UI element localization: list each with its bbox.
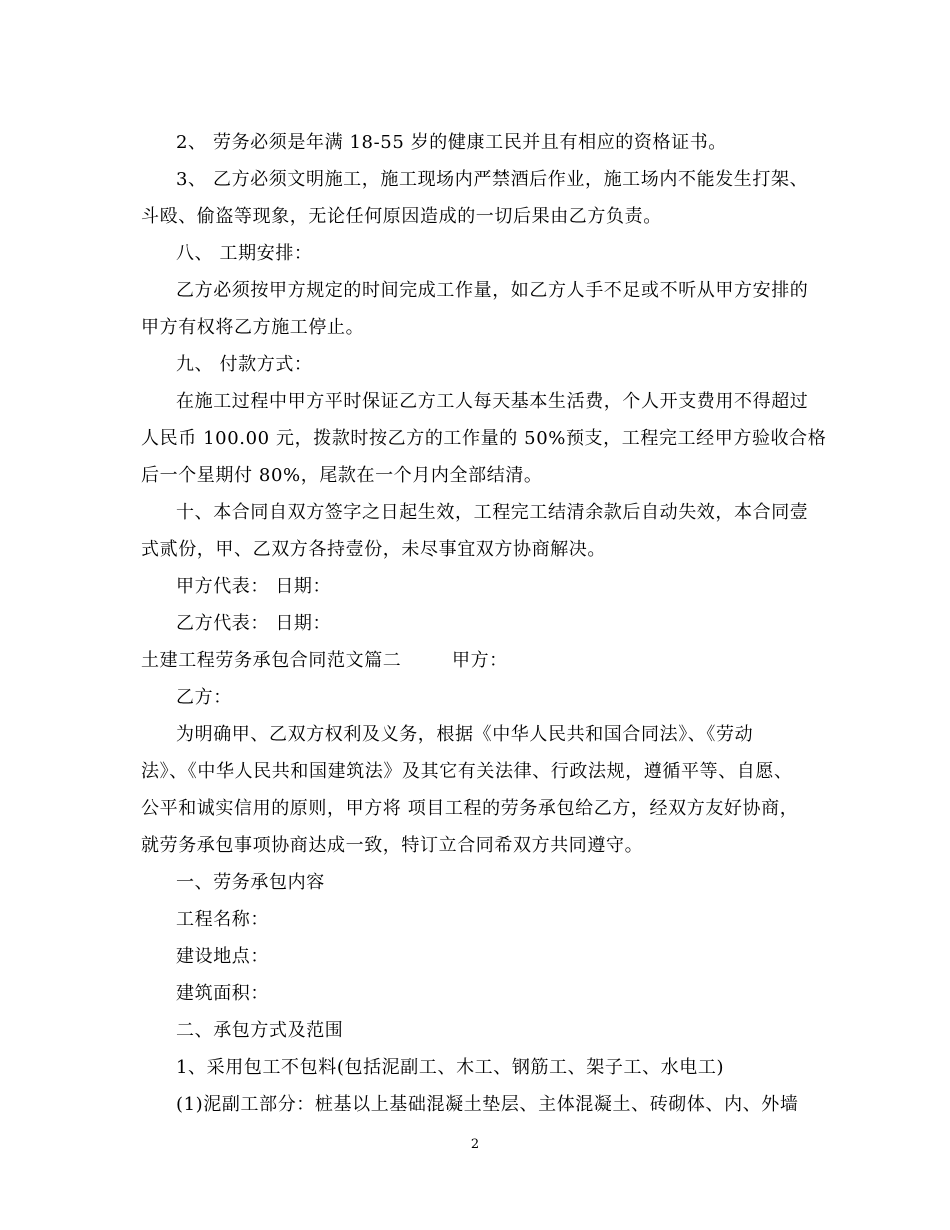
text-line: 斗殴、偷盗等现象，无论任何原因造成的一切后果由乙方负责。 <box>141 206 662 227</box>
section-heading: 八、 工期安排： <box>176 243 313 264</box>
text-line: 法》、《中华人民共和国建筑法》及其它有关法律、行政法规，遵循平等、自愿、 <box>141 761 793 782</box>
text-line: 2、 劳务必须是年满 18-55 岁的健康工民并且有相应的资格证书。 <box>176 132 727 153</box>
text-line: 3、 乙方必须文明施工，施工现场内严禁酒后作业，施工场内不能发生打架、 <box>176 169 809 190</box>
contract-title: 土建工程劳务承包合同范文篇二 甲方： <box>141 650 508 671</box>
text-line: 1、采用包工不包料(包括泥副工、木工、钢筋工、架子工、水电工) <box>176 1057 725 1078</box>
section-heading: 九、 付款方式： <box>176 354 313 375</box>
text-line: 在施工过程中甲方平时保证乙方工人每天基本生活费，个人开支费用不得超过 <box>176 391 809 412</box>
text-line: 十、本合同自双方签字之日起生效，工程完工结清余款后自动失效，本合同壹 <box>176 502 809 523</box>
field-project-name: 工程名称： <box>176 909 269 930</box>
party-b-label: 乙方： <box>176 687 232 708</box>
field-building-area: 建筑面积： <box>176 983 269 1004</box>
text-line: 乙方必须按甲方规定的时间完成工作量，如乙方人手不足或不听从甲方安排的 <box>176 280 809 301</box>
text-line: 就劳务承包事项协商达成一致，特订立合同希双方共同遵守。 <box>141 835 644 856</box>
text-line: 式贰份，甲、乙双方各持壹份，未尽事宜双方协商解决。 <box>141 539 606 560</box>
text-line: 公平和诚实信用的原则，甲方将 项目工程的劳务承包给乙方，经双方友好协商， <box>141 798 799 819</box>
text-line: 甲方有权将乙方施工停止。 <box>141 317 365 338</box>
field-construction-site: 建设地点： <box>176 946 269 967</box>
text-line: (1)泥副工部分：桩基以上基础混凝土垫层、主体混凝土、砖砌体、内、外墙 <box>176 1094 799 1115</box>
signature-line-party-b: 乙方代表： 日期： <box>176 613 332 634</box>
text-line: 后一个星期付 80%，尾款在一个月内全部结清。 <box>141 465 543 486</box>
page-number: 2 <box>470 1137 480 1152</box>
text-line: 为明确甲、乙双方权利及义务，根据《中华人民共和国合同法》、《劳动 <box>176 724 754 745</box>
text-line: 人民币 100.00 元，拨款时按乙方的工作量的 50%预支，工程完工经甲方验收合格 <box>141 428 827 449</box>
section-heading: 二、承包方式及范围 <box>176 1020 344 1041</box>
signature-line-party-a: 甲方代表： 日期： <box>176 576 332 597</box>
section-heading: 一、劳务承包内容 <box>176 872 325 893</box>
